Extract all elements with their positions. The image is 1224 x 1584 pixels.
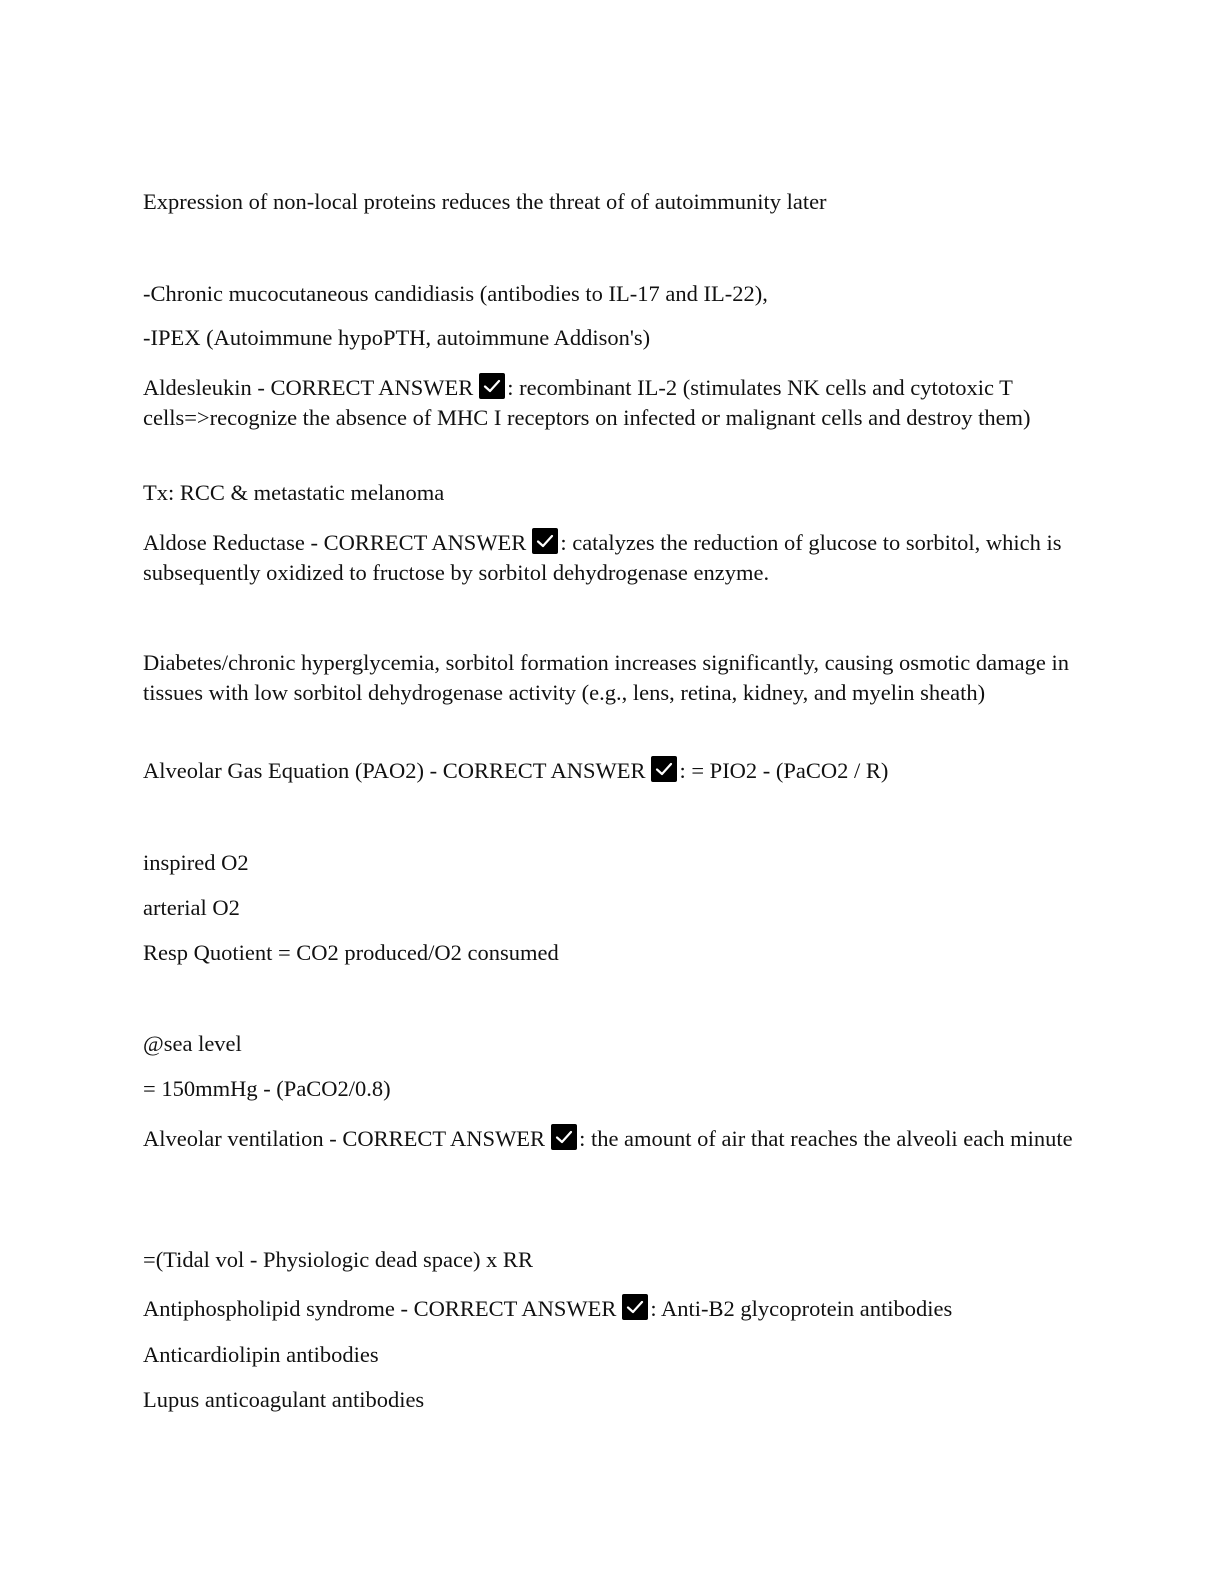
check-mark-icon xyxy=(551,1124,577,1150)
entry-antiphospholipid xyxy=(143,1294,1073,1324)
check-mark-icon xyxy=(479,373,505,399)
text-line-tx: Tx: RCC & metastatic melanoma xyxy=(143,480,445,505)
entry-term: Alveolar ventilation - CORRECT ANSWER xyxy=(143,1126,546,1151)
check-mark-icon xyxy=(532,528,558,554)
entry-term: Aldesleukin - CORRECT ANSWER xyxy=(143,375,474,400)
entry-definition: : the amount of air that reaches the alveoli each minute xyxy=(579,1126,1073,1151)
text-line-cmc: -Chronic mucocutaneous candidiasis (antibodies to IL-17 and IL-22), xyxy=(143,281,768,306)
entry-definition: : recombinant IL-2 (stimulates NK cells and cytotoxic T cells=>recognize the absence of MHC I receptors on infected or malignant cells and destroy them) xyxy=(143,375,1031,430)
text-line-ipex: -IPEX (Autoimmune hypoPTH, autoimmune Addison's) xyxy=(143,325,651,350)
text-line-150mmhg: = 150mmHg - (PaCO2/0.8) xyxy=(143,1076,391,1101)
text-line-inspired: inspired O2 xyxy=(143,850,249,875)
entry-definition: : = PIO2 - (PaCO2 / R) xyxy=(679,758,889,783)
text-line-arterial: arterial O2 xyxy=(143,895,240,920)
entry-term: Antiphospholipid syndrome - CORRECT ANSWER xyxy=(143,1296,617,1321)
text-line-resp-quotient: Resp Quotient = CO2 produced/O2 consumed xyxy=(143,940,559,965)
text-line-anticardiolipin: Anticardiolipin antibodies xyxy=(143,1342,379,1367)
entry-term: Alveolar Gas Equation (PAO2) - CORRECT ANSWER xyxy=(143,758,646,783)
text-line-expression: Expression of non-local proteins reduces the threat of of autoimmunity later xyxy=(143,189,827,214)
entry-aldose-reductase xyxy=(143,528,1073,588)
entry-definition: : Anti-B2 glycoprotein antibodies xyxy=(650,1296,953,1321)
text-line-diabetes: Diabetes/chronic hyperglycemia, sorbitol formation increases significantly, causing osmotic damage in tissues with low sorbitol dehydrogenase activity (e.g., lens, retina, kidney, and myelin sheath) xyxy=(143,650,1069,705)
text-line-lupus: Lupus anticoagulant antibodies xyxy=(143,1387,425,1412)
entry-alveolar-ventilation xyxy=(143,1124,1073,1154)
entry-alveolar-gas xyxy=(143,756,1073,786)
text-line-sea-level: @sea level xyxy=(143,1031,242,1056)
text-line-tidal-vol: =(Tidal vol - Physiologic dead space) x RR xyxy=(143,1247,533,1272)
entry-term: Aldose Reductase - CORRECT ANSWER xyxy=(143,530,527,555)
entry-aldesleukin xyxy=(143,373,1073,433)
check-mark-icon xyxy=(651,756,677,782)
entry-definition: : catalyzes the reduction of glucose to sorbitol, which is subsequently oxidized to fructose by sorbitol dehydrogenase enzyme. xyxy=(143,530,1062,585)
check-mark-icon xyxy=(622,1294,648,1320)
